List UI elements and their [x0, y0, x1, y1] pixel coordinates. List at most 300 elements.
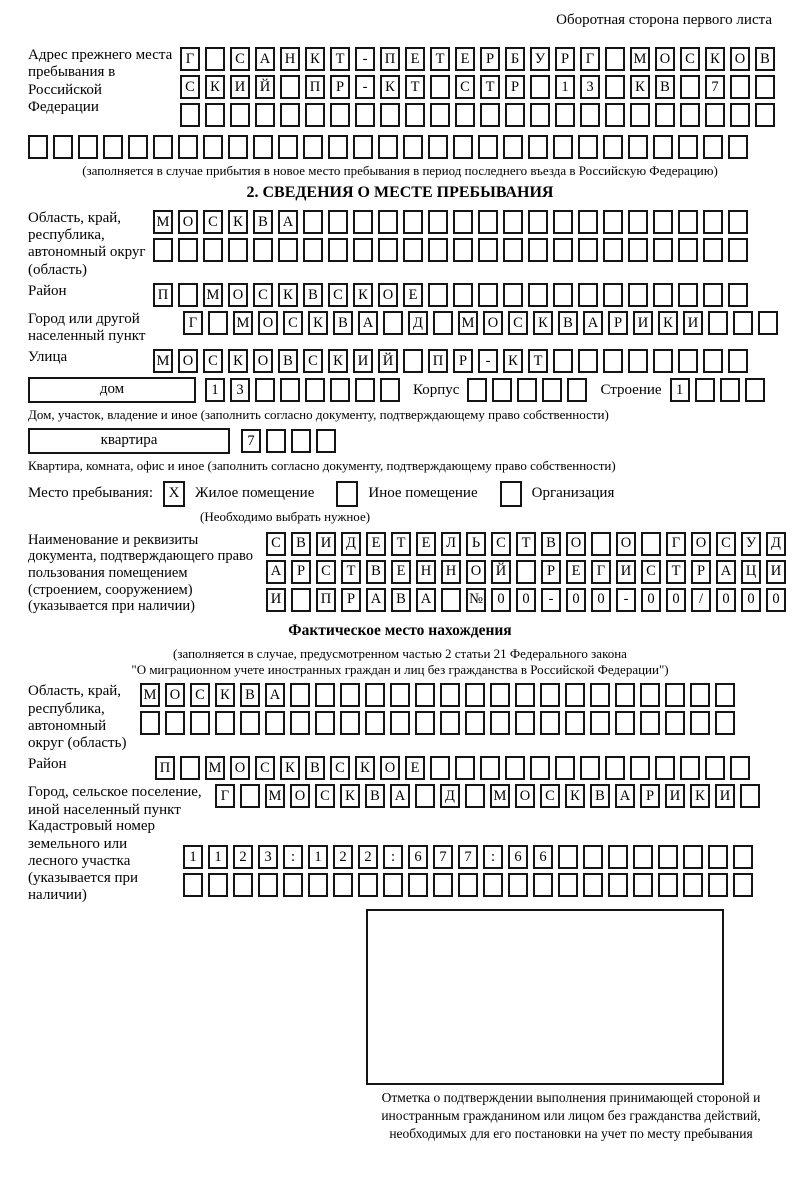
char-cell: К [308, 311, 328, 335]
char-cell [515, 683, 535, 707]
char-cell [658, 845, 678, 869]
char-cell: - [541, 588, 561, 612]
char-cell [730, 103, 750, 127]
char-cell [228, 135, 248, 159]
char-cell [591, 532, 611, 556]
char-cell [578, 238, 598, 262]
factual-raion-row [155, 756, 755, 780]
prev-address-row-2 [180, 75, 780, 99]
document-row-2 [266, 560, 791, 584]
char-cell: Т [430, 47, 450, 71]
char-cell [28, 135, 48, 159]
char-cell [678, 135, 698, 159]
char-cell [708, 311, 728, 335]
char-cell [305, 103, 325, 127]
char-cell: А [265, 683, 285, 707]
char-cell: К [690, 784, 710, 808]
char-cell [183, 873, 203, 897]
char-cell [633, 873, 653, 897]
char-cell: Е [405, 47, 425, 71]
char-cell [605, 75, 625, 99]
char-cell [605, 103, 625, 127]
char-cell [553, 135, 573, 159]
char-cell [542, 378, 562, 402]
char-cell: Й [491, 560, 511, 584]
char-cell [733, 311, 753, 335]
char-cell [503, 283, 523, 307]
char-cell [583, 873, 603, 897]
char-cell [253, 135, 273, 159]
char-cell [745, 378, 765, 402]
char-cell [78, 135, 98, 159]
char-cell: М [630, 47, 650, 71]
char-cell: О [483, 311, 503, 335]
korpus-label: Корпус [413, 381, 460, 398]
char-cell [328, 135, 348, 159]
kvartira-cells [241, 429, 341, 453]
char-cell: К [353, 283, 373, 307]
char-cell: 7 [458, 845, 478, 869]
char-cell [178, 135, 198, 159]
char-cell [283, 873, 303, 897]
char-cell [515, 711, 535, 735]
char-cell: П [428, 349, 448, 373]
char-cell [653, 135, 673, 159]
char-cell: С [253, 283, 273, 307]
stroenie-cells [670, 378, 770, 402]
char-cell: Г [183, 311, 203, 335]
char-cell [430, 75, 450, 99]
char-cell: Й [255, 75, 275, 99]
oblast-label: Область, край, республика, автономный округ (область) [28, 209, 146, 278]
char-cell [728, 135, 748, 159]
char-cell [315, 683, 335, 707]
char-cell: М [233, 311, 253, 335]
factual-raion-label: Район [28, 756, 67, 773]
char-cell [291, 429, 311, 453]
char-cell: С [283, 311, 303, 335]
char-cell [503, 238, 523, 262]
char-cell: К [228, 210, 248, 234]
char-cell: С [315, 784, 335, 808]
char-cell: С [203, 349, 223, 373]
char-cell [578, 349, 598, 373]
char-cell: О [230, 756, 250, 780]
char-cell: 0 [741, 588, 761, 612]
char-cell: С [303, 349, 323, 373]
char-cell: О [253, 349, 273, 373]
char-cell: А [255, 47, 275, 71]
char-cell [730, 75, 750, 99]
char-cell: № [466, 588, 486, 612]
document-field [28, 531, 782, 616]
char-cell [433, 311, 453, 335]
char-cell [603, 135, 623, 159]
factual-oblast-label: Область, край, республика, автономный округ (область) [28, 683, 127, 752]
char-cell: С [508, 311, 528, 335]
char-cell [455, 756, 475, 780]
char-cell [508, 873, 528, 897]
char-cell [355, 103, 375, 127]
char-cell [255, 103, 275, 127]
char-cell [555, 103, 575, 127]
char-cell: 3 [230, 378, 250, 402]
char-cell: 0 [566, 588, 586, 612]
char-cell: Е [391, 560, 411, 584]
page-header-note: Оборотная сторона первого листа [556, 12, 772, 28]
kvartira-row [28, 428, 772, 454]
char-cell: : [383, 845, 403, 869]
kvartira-box: квартира [28, 428, 230, 454]
char-cell [516, 560, 536, 584]
char-cell: В [391, 588, 411, 612]
char-cell: К [533, 311, 553, 335]
char-cell: К [278, 283, 298, 307]
char-cell [628, 283, 648, 307]
char-cell [233, 873, 253, 897]
char-cell: С [190, 683, 210, 707]
option-residential-label: Жилое помещение [195, 485, 315, 502]
char-cell: Г [180, 47, 200, 71]
char-cell [365, 683, 385, 707]
char-cell [683, 845, 703, 869]
char-cell: 0 [516, 588, 536, 612]
char-cell: Е [455, 47, 475, 71]
char-cell [205, 103, 225, 127]
char-cell [328, 210, 348, 234]
char-cell [665, 683, 685, 707]
char-cell: Г [215, 784, 235, 808]
char-cell [553, 283, 573, 307]
char-cell: 6 [508, 845, 528, 869]
char-cell: О [258, 311, 278, 335]
char-cell [658, 873, 678, 897]
kadastr-row-2 [183, 873, 758, 897]
char-cell [333, 873, 353, 897]
char-cell: В [366, 560, 386, 584]
char-cell: Т [405, 75, 425, 99]
char-cell [490, 711, 510, 735]
char-cell: И [665, 784, 685, 808]
char-cell [705, 756, 725, 780]
char-cell: О [165, 683, 185, 707]
char-cell [640, 683, 660, 707]
char-cell [565, 711, 585, 735]
factual-raion-field [28, 756, 772, 780]
char-cell: - [355, 47, 375, 71]
char-cell: Т [666, 560, 686, 584]
char-cell: К [305, 47, 325, 71]
char-cell: С [680, 47, 700, 71]
char-cell: Р [480, 47, 500, 71]
char-cell [467, 378, 487, 402]
char-cell [640, 711, 660, 735]
char-cell: О [178, 210, 198, 234]
ulitsa-label: Улица [28, 348, 68, 365]
char-cell [440, 683, 460, 707]
char-cell: 0 [716, 588, 736, 612]
char-cell: К [205, 75, 225, 99]
char-cell: 0 [666, 588, 686, 612]
char-cell: Е [403, 283, 423, 307]
gorod-label: Город или другой населенный пункт [28, 310, 146, 345]
char-cell: А [390, 784, 410, 808]
char-cell [430, 103, 450, 127]
char-cell [480, 103, 500, 127]
raion-field [28, 283, 772, 307]
char-cell: К [658, 311, 678, 335]
factual-caption-2: "О миграционном учете иностранных граждан и лиц без гражданства в Российской Федерации") [131, 662, 669, 678]
char-cell [380, 378, 400, 402]
char-cell [503, 135, 523, 159]
char-cell [690, 711, 710, 735]
char-cell [383, 873, 403, 897]
residence-type-label: Место пребывания: [28, 485, 153, 502]
char-cell: 2 [333, 845, 353, 869]
char-cell [628, 238, 648, 262]
char-cell: С [716, 532, 736, 556]
char-cell [580, 103, 600, 127]
char-cell [415, 711, 435, 735]
oblast-rows [153, 210, 753, 266]
char-cell: 1 [555, 75, 575, 99]
char-cell [303, 210, 323, 234]
char-cell [715, 711, 735, 735]
char-cell: Г [591, 560, 611, 584]
char-cell: Р [341, 588, 361, 612]
checkbox-other-premises [336, 481, 358, 507]
char-cell [492, 378, 512, 402]
char-cell: К [340, 784, 360, 808]
char-cell: Е [366, 532, 386, 556]
char-cell [403, 349, 423, 373]
char-cell: К [228, 349, 248, 373]
char-cell [128, 135, 148, 159]
char-cell: Р [608, 311, 628, 335]
char-cell [383, 311, 403, 335]
char-cell: К [630, 75, 650, 99]
char-cell: И [353, 349, 373, 373]
char-cell: О [616, 532, 636, 556]
prev-address-label: Адрес прежнего места пребывания в Российской Федерации [28, 47, 173, 115]
char-cell: Т [330, 47, 350, 71]
document-row-1 [266, 532, 791, 556]
char-cell [203, 135, 223, 159]
char-cell: А [278, 210, 298, 234]
char-cell: 7 [433, 845, 453, 869]
char-cell: Р [640, 784, 660, 808]
char-cell [578, 135, 598, 159]
char-cell: А [583, 311, 603, 335]
raion-row [153, 283, 753, 307]
char-cell [740, 784, 760, 808]
char-cell: С [180, 75, 200, 99]
char-cell [590, 683, 610, 707]
char-cell [240, 711, 260, 735]
char-cell: О [691, 532, 711, 556]
char-cell: И [230, 75, 250, 99]
char-cell [378, 238, 398, 262]
char-cell: Б [505, 47, 525, 71]
char-cell: К [328, 349, 348, 373]
char-cell: М [140, 683, 160, 707]
char-cell [578, 210, 598, 234]
factual-gorod-field [28, 784, 772, 818]
char-cell [405, 103, 425, 127]
char-cell: К [503, 349, 523, 373]
char-cell [680, 75, 700, 99]
char-cell: О [290, 784, 310, 808]
char-cell: М [153, 349, 173, 373]
char-cell [380, 103, 400, 127]
char-cell [653, 238, 673, 262]
char-cell [703, 283, 723, 307]
char-cell [483, 873, 503, 897]
char-cell [590, 711, 610, 735]
factual-oblast-field [28, 683, 772, 752]
prev-address-rows [180, 47, 780, 131]
char-cell [291, 588, 311, 612]
char-cell [528, 283, 548, 307]
char-cell: О [380, 756, 400, 780]
char-cell [630, 756, 650, 780]
char-cell [180, 756, 200, 780]
char-cell: 0 [591, 588, 611, 612]
char-cell: - [478, 349, 498, 373]
char-cell: О [566, 532, 586, 556]
char-cell: Н [280, 47, 300, 71]
char-cell [316, 429, 336, 453]
factual-title: Фактическое место нахождения [288, 621, 512, 639]
char-cell: : [283, 845, 303, 869]
char-cell [415, 784, 435, 808]
char-cell [558, 845, 578, 869]
char-cell [253, 238, 273, 262]
checkbox-residential: X [163, 481, 185, 507]
char-cell: К [355, 756, 375, 780]
char-cell [428, 238, 448, 262]
char-cell [433, 873, 453, 897]
char-cell [278, 238, 298, 262]
char-cell [605, 47, 625, 71]
char-cell [330, 103, 350, 127]
char-cell: Д [766, 532, 786, 556]
char-cell: С [230, 47, 250, 71]
char-cell: И [616, 560, 636, 584]
char-cell [755, 103, 775, 127]
char-cell [555, 756, 575, 780]
char-cell: П [305, 75, 325, 99]
char-cell [615, 711, 635, 735]
char-cell: Т [391, 532, 411, 556]
char-cell [465, 683, 485, 707]
char-cell: П [316, 588, 336, 612]
char-cell: Т [528, 349, 548, 373]
char-cell: 3 [258, 845, 278, 869]
char-cell [641, 532, 661, 556]
char-cell: : [483, 845, 503, 869]
oblast-row-1 [153, 210, 753, 234]
char-cell [280, 103, 300, 127]
char-cell [478, 135, 498, 159]
char-cell: С [316, 560, 336, 584]
char-cell: 7 [705, 75, 725, 99]
char-cell: Н [441, 560, 461, 584]
char-cell: Р [691, 560, 711, 584]
char-cell [303, 238, 323, 262]
char-cell [453, 135, 473, 159]
char-cell: 1 [208, 845, 228, 869]
char-cell: 3 [580, 75, 600, 99]
char-cell [703, 135, 723, 159]
char-cell [290, 711, 310, 735]
char-cell [441, 588, 461, 612]
residence-type-row [28, 481, 772, 507]
gorod-field [28, 311, 772, 345]
char-cell [378, 135, 398, 159]
char-cell [403, 210, 423, 234]
char-cell [540, 711, 560, 735]
char-cell: О [466, 560, 486, 584]
char-cell [580, 756, 600, 780]
char-cell: В [365, 784, 385, 808]
char-cell [478, 283, 498, 307]
char-cell [465, 784, 485, 808]
char-cell: С [455, 75, 475, 99]
char-cell [266, 429, 286, 453]
char-cell [403, 135, 423, 159]
char-cell: Д [408, 311, 428, 335]
char-cell: К [280, 756, 300, 780]
char-cell [633, 845, 653, 869]
char-cell [178, 238, 198, 262]
char-cell [540, 683, 560, 707]
char-cell [453, 238, 473, 262]
char-cell: В [253, 210, 273, 234]
char-cell: П [380, 47, 400, 71]
char-cell: 2 [233, 845, 253, 869]
char-cell: В [333, 311, 353, 335]
char-cell: И [266, 588, 286, 612]
document-label: Наименование и реквизиты документа, подтверждающего право пользования помещением (строением, сооружением) (указывается при наличии) [28, 531, 254, 615]
char-cell: Ц [741, 560, 761, 584]
char-cell [517, 378, 537, 402]
char-cell [628, 135, 648, 159]
char-cell [390, 683, 410, 707]
char-cell [478, 210, 498, 234]
char-cell: 1 [183, 845, 203, 869]
char-cell [428, 283, 448, 307]
char-cell: А [358, 311, 378, 335]
char-cell [758, 311, 778, 335]
char-cell: П [155, 756, 175, 780]
char-cell: 0 [491, 588, 511, 612]
char-cell: М [265, 784, 285, 808]
char-cell: К [565, 784, 585, 808]
char-cell: М [153, 210, 173, 234]
char-cell [190, 711, 210, 735]
char-cell [608, 845, 628, 869]
char-cell: Г [666, 532, 686, 556]
char-cell [215, 711, 235, 735]
char-cell [528, 238, 548, 262]
char-cell: А [716, 560, 736, 584]
char-cell: М [458, 311, 478, 335]
char-cell [655, 103, 675, 127]
prev-address-block [28, 47, 772, 131]
char-cell: С [491, 532, 511, 556]
char-cell: - [355, 75, 375, 99]
